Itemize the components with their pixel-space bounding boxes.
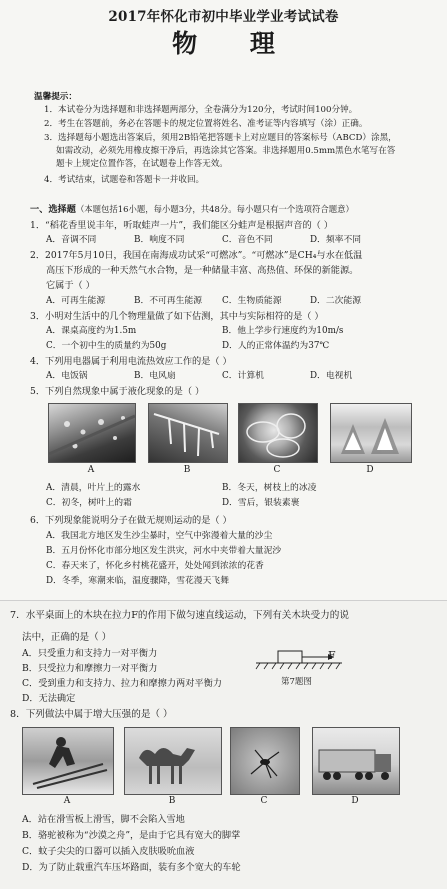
- option-d: D．电视机: [310, 371, 353, 381]
- snow-scene-photo: [330, 403, 412, 463]
- mosquito-photo: [230, 727, 300, 795]
- notice-item: 3．选择题每小题选出答案后，须用2B铅笔把答题卡上对应题目的答案标号（ABCD）涂黑，: [44, 133, 397, 143]
- option-a: A．我国北方地区发生沙尘暴时，空气中弥漫着大量的沙尘: [46, 531, 273, 541]
- question-4-stem: 4．下列用电器属于利用电流热效应工作的是（ ）: [30, 356, 232, 367]
- dew-on-leaves-photo: [48, 403, 136, 463]
- question-7-stem: 法中，正确的是（ ）: [22, 632, 112, 643]
- picture-label: D: [351, 796, 359, 806]
- option-b: B．只受拉力和摩擦力一对平衡力: [22, 663, 158, 674]
- truck-photo: [312, 727, 400, 795]
- icicle-branch-photo: [148, 403, 228, 463]
- option-a: A．站在滑雪板上滑雪，脚不会陷入雪地: [22, 814, 185, 825]
- picture-label: B: [183, 465, 191, 475]
- question-2-stem: 它属于（ ）: [46, 280, 95, 291]
- question-8-stem: 8．下列做法中属于增大压强的是（ ）: [10, 709, 173, 720]
- option-a: A．清晨，叶片上的露水: [46, 483, 141, 493]
- option-b: B．电风扇: [134, 371, 176, 381]
- option-b: B．他上学步行速度约为10m/s: [222, 326, 344, 336]
- option-d: D．无法确定: [22, 693, 76, 704]
- option-c: C．春天来了，怀化乡村桃花盛开，处处闻到浓浓的花香: [46, 561, 264, 571]
- option-b: B．不可再生能源: [134, 296, 203, 306]
- notice-item: 1．本试卷分为选择题和非选择题两部分，全卷满分为120分，考试时间100分钟。: [44, 105, 358, 115]
- frost-on-leaves-photo: [238, 403, 318, 463]
- notice-item: 2．考生在答题前，务必在答题卡的规定位置将姓名、准考证等内容填写（涂）正确。: [44, 119, 368, 129]
- notice-item: 4．考试结束，试题卷和答题卡一并收回。: [44, 175, 205, 185]
- question-7-stem: 7．水平桌面上的木块在拉力F的作用下做匀速直线运动，下列有关木块受力的说: [10, 610, 349, 621]
- option-b: B．五月份怀化市部分地区发生洪灾，河水中夹带着大量泥沙: [46, 546, 282, 556]
- option-a: A．音调不同: [46, 235, 97, 245]
- notice-item: 如需改动，必须先用橡皮擦干净后，再选涂其它答案。非选择题用0.5mm黑色水笔写在答: [56, 146, 396, 156]
- picture-label: C: [260, 796, 268, 806]
- option-d: D．二次能源: [310, 296, 362, 306]
- question-2-options: [46, 296, 398, 307]
- question-1-stem: 1．“稻花香里说丰年，听取蛙声一片”，我们能区分蛙声是根据声音的（ ）: [30, 220, 333, 231]
- camel-photo: [124, 727, 222, 795]
- skier-photo: [22, 727, 114, 795]
- option-c: C．蚊子尖尖的口器可以插入皮肤吸吮血液: [22, 846, 195, 857]
- option-d: D．冬季，寒潮来临，温度骤降，雪花漫天飞舞: [46, 576, 229, 586]
- picture-label: D: [366, 465, 374, 475]
- question-2-stem: 2．2017年5月10日，我国在南海成功试采“可燃冰”。“可燃冰”是CH₄与水在低温: [30, 250, 363, 261]
- picture-label: C: [273, 465, 281, 475]
- question-2-stem: 高压下形成的一种天然气水合物，是一种储量丰富、高热值、环保的新能源。: [46, 265, 359, 276]
- option-a: A．可再生能源: [46, 296, 106, 306]
- option-d: D．为了防止载重汽车压坏路面，装有多个宽大的车轮: [22, 862, 241, 873]
- picture-label: A: [87, 465, 95, 475]
- section-heading: 一、选择题（本题包括16小题，每小题3分，共48分。每小题只有一个选项符合题意）: [30, 204, 354, 215]
- option-d: D．频率不同: [310, 235, 362, 245]
- option-b: B．冬天，树枝上的冰凌: [222, 483, 317, 493]
- exam-subject: 物 理: [172, 29, 297, 58]
- question-6-stem: 6．下列现象能说明分子在做无规则运动的是（ ）: [30, 515, 232, 526]
- option-a: A．电饭锅: [46, 371, 88, 381]
- notice-item: 题卡上规定位置作答，在试题卷上作答无效。: [56, 159, 228, 169]
- question-4-options: [46, 371, 398, 382]
- question-3-stem: 3．小明对生活中的几个物理量做了如下估测，其中与实际相符的是（ ）: [30, 311, 324, 322]
- option-b: B．骆驼被称为“沙漠之舟”，是由于它具有宽大的脚掌: [22, 830, 241, 841]
- option-b: B．响度不同: [134, 235, 185, 245]
- option-d: D．雪后，银装素裹: [222, 498, 300, 508]
- exam-page-2: [0, 600, 447, 889]
- picture-label: B: [168, 796, 176, 806]
- question-1-options: [46, 235, 398, 246]
- force-label: F: [328, 649, 336, 662]
- option-c: C．一个初中生的质量约为50g: [46, 341, 167, 351]
- picture-label: A: [63, 796, 71, 806]
- figure-caption: 第7题图: [281, 677, 312, 687]
- question-5-stem: 5．下列自然现象中属于液化现象的是（ ）: [30, 386, 205, 397]
- option-c: C．生物质能源: [222, 296, 282, 306]
- option-c: C．计算机: [222, 371, 264, 381]
- exam-title: 2017年怀化市初中毕业学业考试试卷: [108, 9, 339, 25]
- notice-heading: 温馨提示：: [34, 92, 77, 102]
- option-a: A．课桌高度约为1.5m: [46, 326, 137, 336]
- option-c: C．音色不同: [222, 235, 273, 245]
- option-d: D．人的正常体温约为37℃: [222, 341, 330, 351]
- option-a: A．只受重力和支持力一对平衡力: [22, 648, 158, 659]
- option-c: C．受到重力和支持力、拉力和摩擦力两对平衡力: [22, 678, 222, 689]
- option-c: C．初冬，树叶上的霜: [46, 498, 132, 508]
